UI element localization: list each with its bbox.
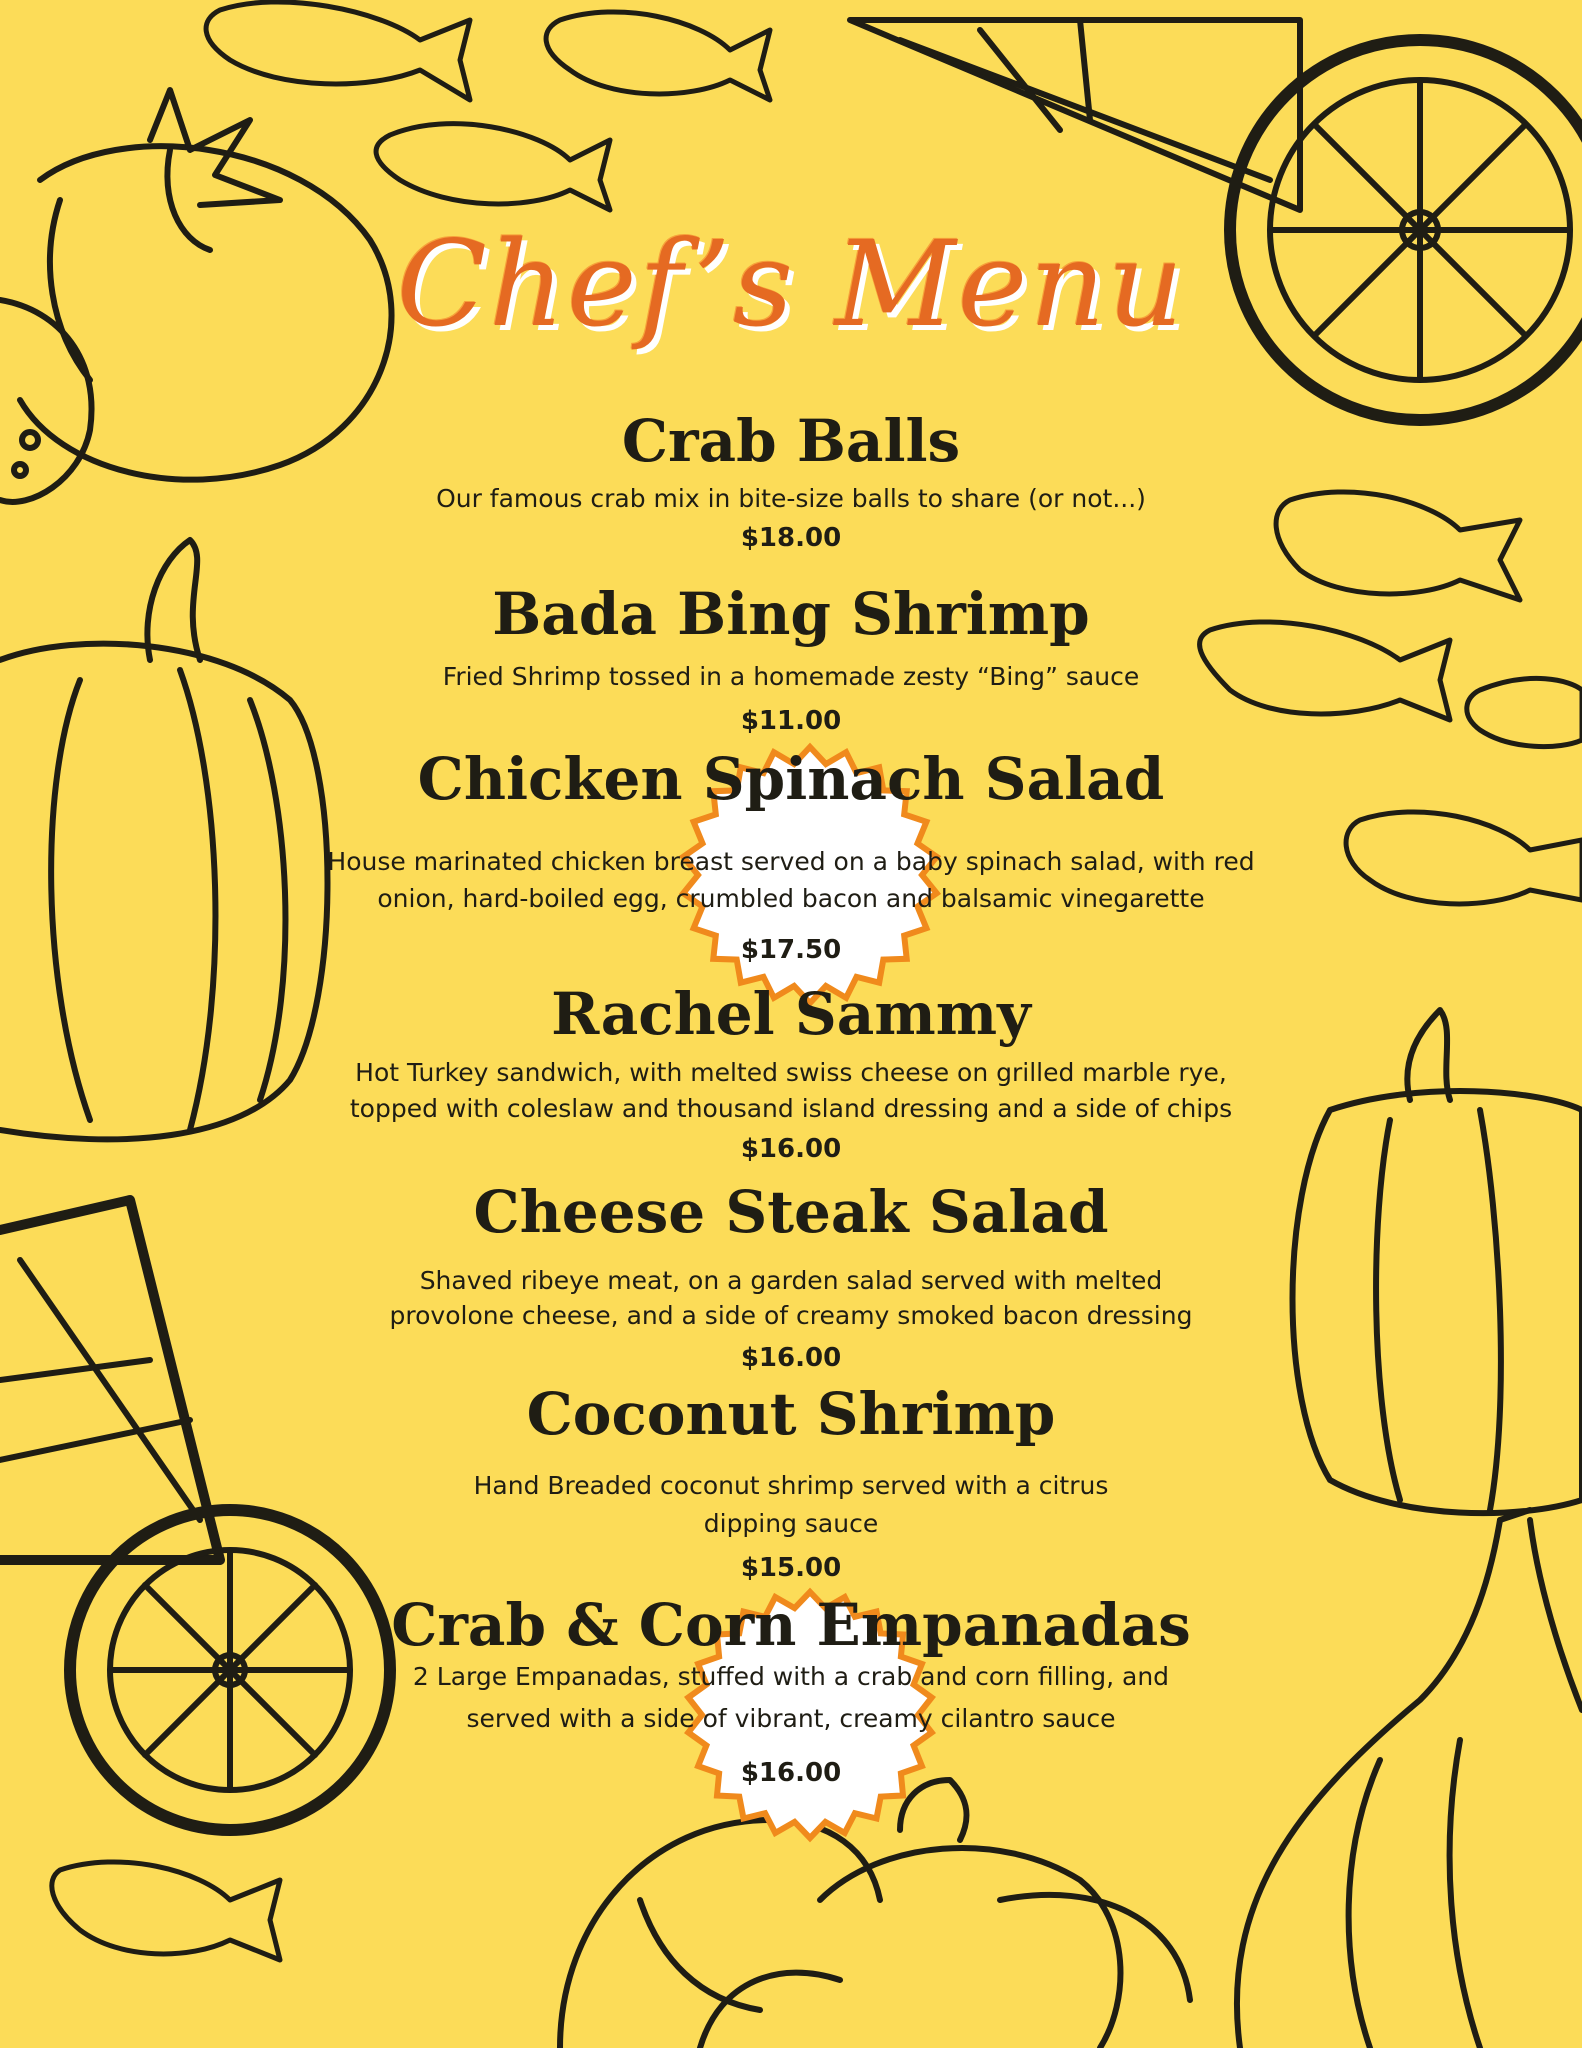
- item-description-line: provolone cheese, and a side of creamy smoked bacon dressing: [389, 1301, 1193, 1330]
- item-price: $16.00: [740, 1758, 842, 1788]
- item-name: Crab Balls: [621, 407, 961, 475]
- item-description: Fried Shrimp tossed in a homemade zesty “Bing” sauce: [442, 662, 1140, 691]
- item-name: Coconut Shrimp: [526, 1380, 1056, 1448]
- item-price: $16.00: [740, 1343, 842, 1373]
- item-description-line: 2 Large Empanadas, stuffed with a crab and corn filling, and: [412, 1662, 1170, 1691]
- item-description-line: served with a side of vibrant, creamy cilantro sauce: [466, 1704, 1116, 1733]
- item-description-line: Hand Breaded coconut shrimp served with a citrus: [473, 1471, 1109, 1500]
- menu-title: Chef’s Menu: [396, 215, 1186, 353]
- item-price: $16.00: [740, 1134, 842, 1164]
- item-price: $15.00: [740, 1553, 842, 1583]
- item-price: $11.00: [740, 706, 842, 736]
- item-price: $18.00: [740, 523, 842, 553]
- item-name: Cheese Steak Salad: [473, 1178, 1109, 1246]
- item-description-line: dipping sauce: [703, 1509, 879, 1538]
- item-description-line: House marinated chicken breast served on a baby spinach salad, with red: [327, 847, 1255, 876]
- item-description-line: Shaved ribeye meat, on a garden salad served with melted: [419, 1266, 1163, 1295]
- item-name: Rachel Sammy: [551, 980, 1031, 1048]
- item-price: $17.50: [740, 935, 842, 965]
- item-name: Crab & Corn Empanadas: [391, 1591, 1191, 1659]
- item-description-line: Hot Turkey sandwich, with melted swiss cheese on grilled marble rye,: [355, 1058, 1227, 1087]
- item-description: Our famous crab mix in bite-size balls to share (or not...): [436, 484, 1146, 513]
- item-description-line: onion, hard-boiled egg, crumbled bacon and balsamic vinegarette: [377, 884, 1205, 913]
- item-name: Chicken Spinach Salad: [417, 745, 1165, 813]
- item-description-line: topped with coleslaw and thousand island dressing and a side of chips: [349, 1094, 1233, 1123]
- item-name: Bada Bing Shrimp: [492, 580, 1090, 648]
